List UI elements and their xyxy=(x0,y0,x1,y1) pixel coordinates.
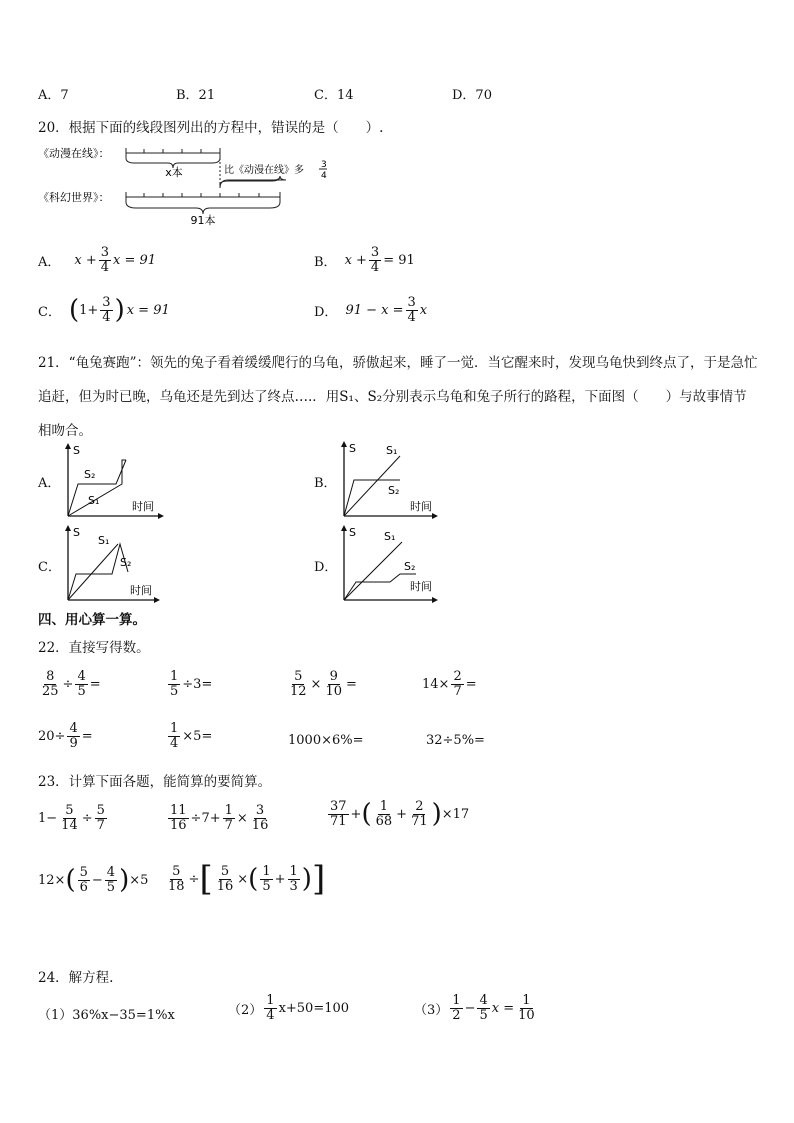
svg-text:S₂: S₂ xyxy=(404,560,416,573)
q19-option-b: B．21 xyxy=(176,88,216,103)
diagram-x-label: x本 xyxy=(165,166,183,179)
diagram-compare-text: 比《动漫在线》多 xyxy=(224,165,304,176)
q23-stem: 23．计算下面各题，能简算的要简算。 xyxy=(38,774,272,790)
q21-graph-d-label: D． xyxy=(314,560,338,575)
svg-text:S₂: S₂ xyxy=(388,484,400,497)
q24-problem-3: （3） $\frac{1}{2}$ − $\frac{4}{5}$ x = $\frac{1}{10}$ xyxy=(414,993,535,1023)
q24-problem-1: （1）36%x−35=1%x xyxy=(38,1008,175,1023)
q23-expr-1: 1− $\frac{5}{14}$ ÷ $\frac{5}{7}$ xyxy=(38,803,105,833)
svg-text:时间: 时间 xyxy=(410,500,432,513)
q20-stem: 20．根据下面的线段图列出的方程中，错误的是（ ）. xyxy=(38,120,384,136)
q20-option-c: C． ( 1+ $\frac{3}{4}$ ) x = 91 xyxy=(38,295,170,326)
diagram-total: 91本 xyxy=(190,214,216,227)
svg-text:S₁: S₁ xyxy=(98,534,110,547)
q21-graph-a-label: A． xyxy=(38,476,61,491)
q22-item-6: $\frac{1}{4}$ ×5= xyxy=(170,721,213,751)
svg-text:S: S xyxy=(349,526,356,539)
q22-item-4: 14× $\frac{2}{7}$ = xyxy=(422,669,477,699)
q21-graph-a xyxy=(62,442,166,520)
diagram-frac-den: 4 xyxy=(321,171,327,181)
svg-text:时间: 时间 xyxy=(132,500,154,513)
section-4-title: 四、用心算一算。 xyxy=(38,612,146,628)
q23-expr-3: $\frac{37}{71}$ + ( $\frac{1}{68}$ + $\frac{2}{71}$ ) ×17 xyxy=(330,799,470,830)
q24-stem: 24．解方程. xyxy=(38,970,114,986)
q22-item-8: 32÷5%= xyxy=(426,733,485,748)
q20-segment-diagram xyxy=(34,140,344,230)
q23-expr-4: 12× ( $\frac{5}{6}$ − $\frac{4}{5}$ ) ×5 xyxy=(38,865,149,896)
svg-text:S₂: S₂ xyxy=(120,556,132,569)
svg-text:S₂: S₂ xyxy=(84,468,96,481)
q20-option-a: A． x + $\frac{3}{4}$ x = 91 xyxy=(38,245,157,275)
q20-option-d: D． 91 − x = $\frac{3}{4}$ x xyxy=(314,295,428,325)
svg-text:S₁: S₁ xyxy=(384,530,396,543)
q21-graph-c xyxy=(62,524,162,604)
q21-graph-b-label: B． xyxy=(314,476,337,491)
q24-problem-2: （2） $\frac{1}{4}$ x+50=100 xyxy=(228,993,350,1023)
svg-text:S: S xyxy=(349,442,356,455)
q22-item-3: $\frac{5}{12}$ × $\frac{9}{10}$ = xyxy=(290,669,357,699)
q20-option-b: B． x + $\frac{3}{4}$ = 91 xyxy=(314,245,415,275)
q23-expr-5: $\frac{5}{18}$ ÷ [ $\frac{5}{16}$ × ( $\frac{1}{5}$ + $\frac{1}{3}$ ) ] xyxy=(168,859,326,899)
q22-item-7: 1000×6%= xyxy=(288,733,364,748)
svg-text:时间: 时间 xyxy=(410,580,432,593)
q19-option-c: C．14 xyxy=(314,88,354,103)
q19-option-a: A．7 xyxy=(38,88,69,103)
q22-item-2: $\frac{1}{5}$ ÷3= xyxy=(170,669,213,699)
q21-graph-b xyxy=(338,440,440,520)
svg-text:时间: 时间 xyxy=(130,584,152,597)
q21-graph-d xyxy=(338,524,440,604)
diagram-frac-num: 3 xyxy=(321,160,327,170)
diagram-label-top: 《动漫在线》： xyxy=(38,147,110,160)
svg-text:S: S xyxy=(73,526,80,539)
svg-text:S: S xyxy=(73,444,80,457)
svg-text:S₁: S₁ xyxy=(386,444,398,457)
svg-text:S₁: S₁ xyxy=(88,494,100,507)
q19-option-d: D．70 xyxy=(452,88,492,103)
q22-stem: 22．直接写得数。 xyxy=(38,640,150,656)
q21-graph-c-label: C． xyxy=(38,560,61,575)
q22-item-5: 20÷ $\frac{4}{9}$ = xyxy=(38,721,93,751)
q21-text: 21．“龟兔赛跑”：领先的兔子看着缓缓爬行的乌龟，骄傲起来，睡了一觉．当它醒来时，发现乌龟快到终点了，于是急忙追赶，但为时已晚，乌龟还是先到达了终点….．用S₁、S₂分别表示乌龟和兔子所行的路程，下面图（ ）与故事情节相吻合。 xyxy=(38,355,758,439)
diagram-label-bottom: 《科幻世界》： xyxy=(38,191,110,204)
q22-item-1: $\frac{8}{25}$ ÷ $\frac{4}{5}$ = xyxy=(42,669,101,699)
q23-expr-2: $\frac{11}{16}$ ÷7+ $\frac{1}{7}$ × $\frac{3}{16}$ xyxy=(170,803,269,833)
